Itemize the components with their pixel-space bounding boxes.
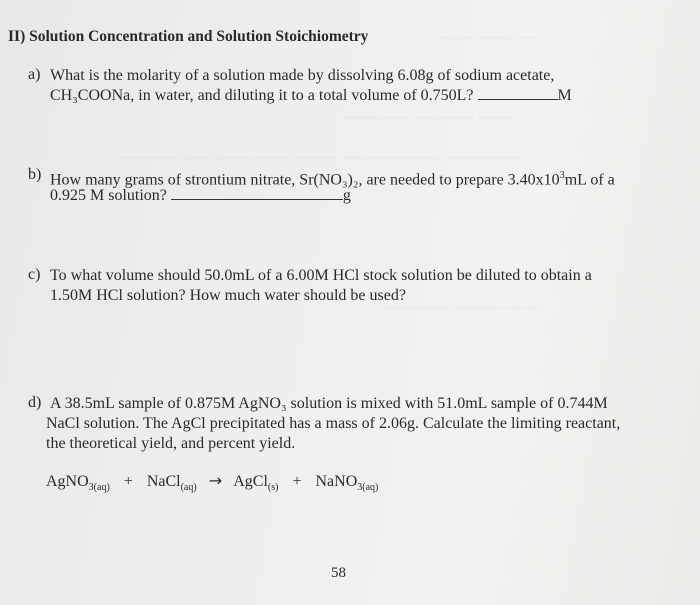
question-b-text-pre: How many grams of strontium nitrate, Sr(NO₃)₂, are needed to prepare 3.40x10 xyxy=(50,171,560,189)
section-title: II) Solution Concentration and Solution Stoichiometry xyxy=(8,28,369,45)
page-number: 58 xyxy=(331,565,346,581)
plus-sign: + xyxy=(123,473,133,490)
answer-unit-a: M xyxy=(557,87,572,104)
question-a-text: CH₃COONa, in water, and diluting it to a total volume of 0.750L? xyxy=(50,87,474,104)
plus-sign: + xyxy=(292,473,302,490)
question-b-text-post: mL of a xyxy=(564,171,615,189)
question-d-label: d) xyxy=(28,394,42,411)
question-d-line3: the theoretical yield, and percent yield. xyxy=(46,435,296,452)
chemical-equation xyxy=(46,471,378,493)
question-d-line1: A 38.5mL sample of 0.875M AgNO₃ solution is mixed with 51.0mL sample of 0.744M xyxy=(50,395,608,412)
question-b-exponent: 3 xyxy=(559,170,565,181)
bleed-through: ~~~~~~~~ ~~~~~~~~~~ xyxy=(380,300,540,317)
answer-blank-b[interactable] xyxy=(171,199,343,200)
reaction-arrow: → xyxy=(208,471,223,490)
question-c-line1: To what volume should 50.0mL of a 6.00M HCl stock solution be diluted to obtain a xyxy=(50,267,592,284)
question-b-label: b) xyxy=(28,166,42,183)
bleed-through: ~~~~~~~~ ~~~~~~~ ~~~~ xyxy=(340,110,513,127)
question-c-line2: 1.50M HCl solution? How much water should be used? xyxy=(50,287,406,304)
question-b-line2 xyxy=(50,186,351,206)
reactant-agno3: AgNO$_{3(aq)}$ xyxy=(46,473,110,494)
reactant-nacl: NaCl$_{(aq)}$ xyxy=(146,473,197,494)
bleed-through: ~~~~ ~~~~ ~~ xyxy=(440,30,535,47)
product-nano3: NaNO$_{3(aq)}$ xyxy=(315,473,379,494)
question-a-line2 xyxy=(50,86,572,106)
question-a-line1: What is the molarity of a solution made by dissolving 6.08g of sodium acetate, xyxy=(50,67,555,84)
question-a-label: a) xyxy=(28,66,41,83)
bleed-through: ~~~~~~~ ~~~ ~~~~~~~~~ ~~~~~ ~~~~~~~~~~~ ~~~~~~~~~ xyxy=(120,150,521,167)
question-b-text: 0.925 M solution? xyxy=(50,187,167,204)
question-c-label: c) xyxy=(28,266,41,283)
question-d-line2: NaCl solution. The AgCl precipitated has a mass of 2.06g. Calculate the limiting reactant, xyxy=(46,415,621,432)
answer-blank-a[interactable] xyxy=(478,99,558,100)
answer-unit-b: g xyxy=(342,187,351,204)
product-agcl: AgCl$_{(s)}$ xyxy=(233,473,279,494)
